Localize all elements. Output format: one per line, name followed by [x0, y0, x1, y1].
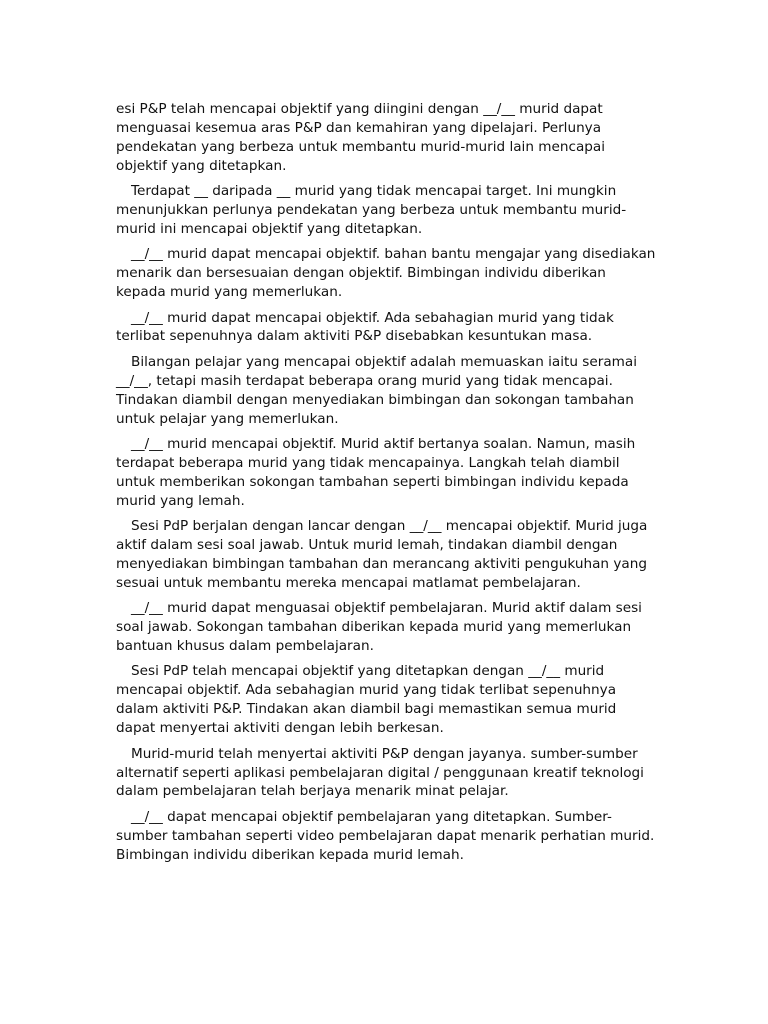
paragraph-4: __/__ murid dapat mencapai objektif. Ada sebahagian murid yang tidak terlibat sepenuhnya dalam aktiviti P&P disebabkan kesuntukan masa. [116, 309, 614, 345]
paragraph-6: __/__ murid mencapai objektif. Murid aktif bertanya soalan. Namun, masih terdapat beberapa murid yang tidak mencapainya. Langkah telah diambil untuk memberikan sokongan tambahan seperti bimbingan individu kepada murid yang lemah. [116, 436, 636, 509]
paragraph-5: Bilangan pelajar yang mencapai objektif adalah memuaskan iaitu seramai __/__, tetapi masih terdapat beberapa orang murid yang tidak mencapai. Tindakan diambil dengan menyediakan bimbingan dan sokongan tambahan untuk pelajar yang memerlukan. [116, 353, 638, 427]
paragraph-2: Terdapat __ daripada __ murid yang tidak mencapai target. Ini mungkin menunjukkan perlunya pendekatan yang berbeza untuk membantu murid-murid ini mencapai objektif yang ditetapkan. [116, 183, 627, 237]
paragraph-11: __/__ dapat mencapai objektif pembelajaran yang ditetapkan. Sumber-sumber tambahan seperti video pembelajaran dapat menarik perhatian murid. Bimbingan individu diberikan kepada murid lemah. [116, 808, 655, 863]
paragraph-9: Sesi PdP telah mencapai objektif yang ditetapkan dengan __/__ murid mencapai objektif. Ada sebahagian murid yang tidak terlibat sepenuhnya dalam aktiviti P&P. Tindakan akan diambil bagi memastikan semua murid dapat menyertai aktiviti dengan lebih berkesan. [116, 663, 617, 737]
paragraph-7: Sesi PdP berjalan dengan lancar dengan __/__ mencapai objektif. Murid juga aktif dalam sesi soal jawab. Untuk murid lemah, tindakan diambil dengan menyediakan bimbingan tambahan dan merancang aktiviti pengukuhan yang sesuai untuk membantu mereka mencapai matlamat pembelajaran. [116, 518, 648, 591]
paragraph-1: esi P&P telah mencapai objektif yang diingini dengan __/__ murid dapat menguasai kesemua aras P&P dan kemahiran yang dipelajari. Perlunya pendekatan yang berbeza untuk membantu murid-murid lain mencapai objektif yang ditetapkan. [116, 101, 606, 174]
paragraph-8: __/__ murid dapat menguasai objektif pembelajaran. Murid aktif dalam sesi soal jawab. Sokongan tambahan diberikan kepada murid yang memerlukan bantuan khusus dalam pembelajaran. [116, 600, 642, 655]
paragraph-3: __/__ murid dapat mencapai objektif. bahan bantu mengajar yang disediakan menarik dan bersesuaian dengan objektif. Bimbingan individu diberikan kepada murid yang memerlukan. [116, 246, 656, 301]
paragraph-10: Murid-murid telah menyertai aktiviti P&P dengan jayanya. sumber-sumber alternatif seperti aplikasi pembelajaran digital / penggunaan kreatif teknologi dalam pembelajaran telah berjaya menarik minat pelajar. [116, 745, 644, 800]
document-body [116, 100, 656, 871]
